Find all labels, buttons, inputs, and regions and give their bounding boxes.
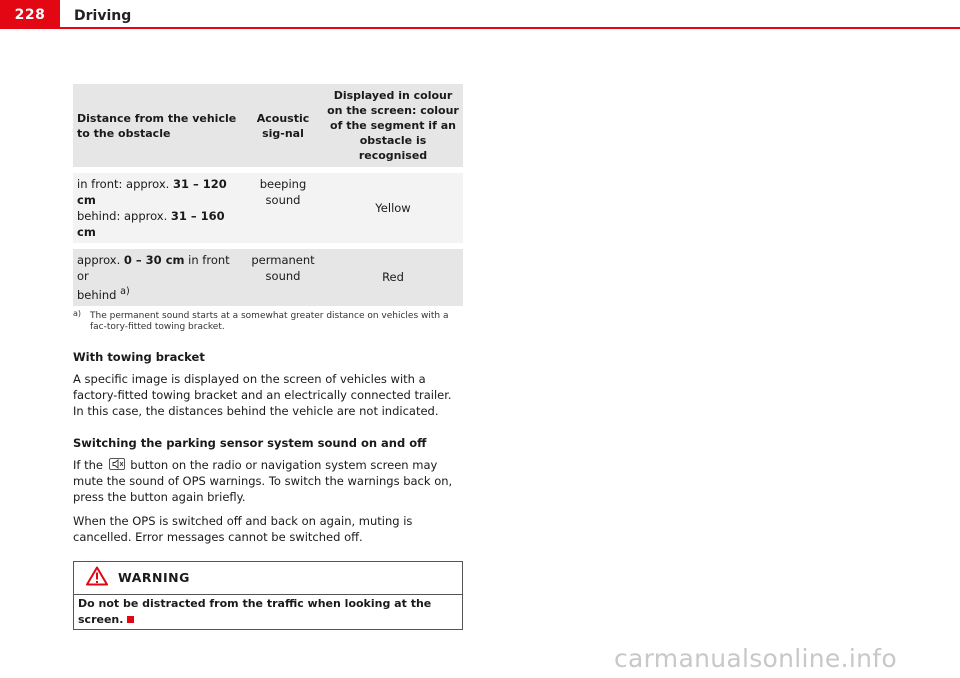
table-header-colour: Displayed in colour on the screen: colour of the segment if an obstacle is recognised xyxy=(323,84,463,167)
header-rule xyxy=(0,27,960,29)
sound-text-after: button on the radio or navigation system screen may mute the sound of OPS warnings. To switch the warnings back on, press the button again briefly. xyxy=(73,457,453,504)
page-header xyxy=(0,0,960,28)
warning-triangle-icon xyxy=(86,566,108,590)
table-cell-signal: permanent sound xyxy=(243,249,323,306)
ops-paragraph: When the OPS is switched off and back on again, muting is cancelled. Error messages cannot be switched off. xyxy=(73,513,413,544)
table-cell-colour: Yellow xyxy=(323,173,463,243)
sound-paragraph xyxy=(73,457,463,505)
warning-title: WARNING xyxy=(118,570,190,586)
end-marker-icon xyxy=(127,616,134,623)
distance-table xyxy=(73,84,463,306)
main-content xyxy=(73,84,463,630)
footnote-mark: a) xyxy=(73,308,82,318)
towing-paragraph: A specific image is displayed on the screen of vehicles with a factory-fitted towing bracket and an electrically connected trailer. In this case, the distances behind the vehicle are not indicated. xyxy=(73,371,452,418)
approx-label: approx. xyxy=(77,253,124,267)
warning-header xyxy=(74,562,462,595)
footnote-text: The permanent sound starts at a somewhat greater distance on vehicles with a fac-tory-fitted towing bracket. xyxy=(90,310,449,332)
approx-suffix: in front or xyxy=(77,253,230,283)
table-cell-signal: beeping sound xyxy=(243,173,323,243)
approx-value: 0 – 30 cm xyxy=(123,253,185,267)
table-cell-distance xyxy=(73,173,243,243)
mute-speaker-icon xyxy=(109,458,125,470)
behind-label: behind xyxy=(77,287,121,302)
behind-label: behind: approx. xyxy=(77,209,171,223)
warning-message: Do not be distracted from the traffic when looking at the screen. xyxy=(78,596,432,626)
section-title: Driving xyxy=(74,8,132,24)
body-text xyxy=(73,349,463,545)
behind-value: 31 – 160 cm xyxy=(77,209,225,239)
table-row xyxy=(73,249,463,306)
table-footnote xyxy=(73,308,463,333)
warning-box xyxy=(73,561,463,630)
sound-text-before: If the xyxy=(73,457,107,472)
table-header-row xyxy=(73,84,463,167)
table-cell-colour: Red xyxy=(323,249,463,306)
table-row xyxy=(73,173,463,243)
footnote-ref[interactable]: a) xyxy=(120,286,130,297)
watermark: carmanualsonline.info xyxy=(614,644,897,673)
warning-text xyxy=(74,595,462,629)
front-value: 31 – 120 cm xyxy=(77,177,227,207)
table-header-distance: Distance from the vehicle to the obstacle xyxy=(73,84,243,167)
front-label: in front: approx. xyxy=(77,177,173,191)
towing-heading: With towing bracket xyxy=(73,349,205,364)
sound-heading: Switching the parking sensor system sound on and off xyxy=(73,435,427,450)
page-number: 228 xyxy=(0,0,60,28)
table-header-signal: Acoustic sig-nal xyxy=(243,84,323,167)
table-cell-distance xyxy=(73,249,243,306)
